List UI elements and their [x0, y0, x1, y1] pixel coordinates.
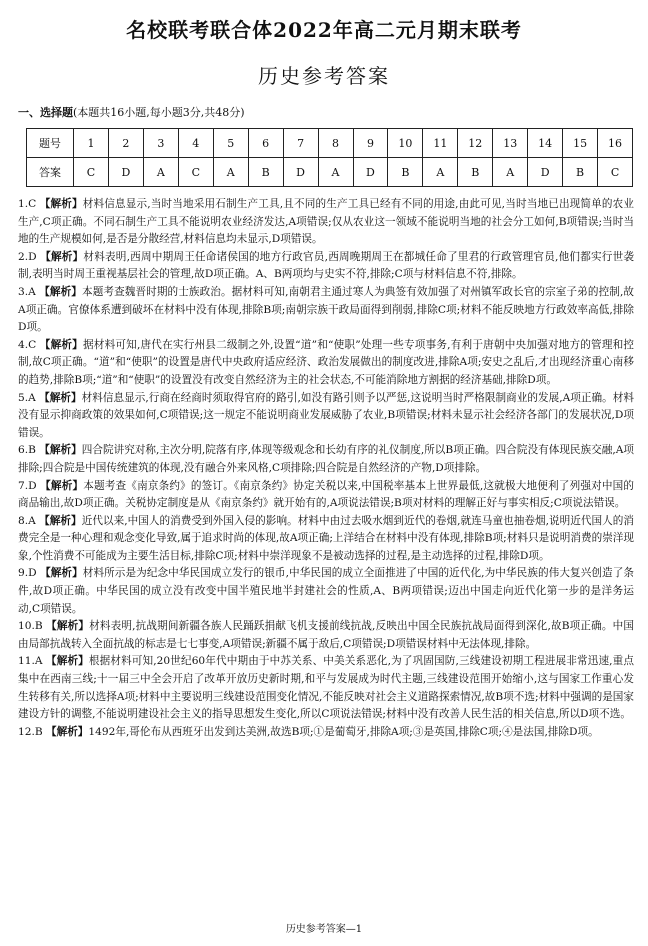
question-number: 14	[528, 129, 563, 158]
question-number: 6	[248, 129, 283, 158]
item-text: 据材料可知,唐代在实行州县二级制之外,设置“道”和“使职”处理一些专项事务,有利于唐朝中央加强对地方的管理和控制,故C项正确。“道”和“使职”的设置是唐代中央政府适应经济、政治发展做出的制度改进,排除A项;安史之乱后,才出现经济重心南移的趋势,排除B项;“道”和“使职”的设置没有改变自然经济为主的社会状态,不可能消除地方割据的经济基础,排除D项。	[18, 338, 635, 386]
answer-cell: A	[318, 158, 353, 187]
answer-cell: D	[528, 158, 563, 187]
explanation-item	[18, 565, 634, 618]
item-text: 材料表明,西周中期周王任命诸侯国的地方行政官员,西周晚期周王在都城任命了里君的行政管理官员,他们都实行世袭制,表明当时周王重视基层社会的管理,故D项正确。A、B两项均与史实不符,排除;C项与材料信息不符,排除。	[18, 250, 634, 281]
explanation-item	[18, 724, 634, 742]
item-number: 12.B	[18, 725, 43, 738]
item-number: 11.A	[18, 655, 43, 668]
answer-cell: C	[74, 158, 109, 187]
analysis-tag: 【解析】	[39, 514, 82, 527]
item-text: 四合院讲究对称,主次分明,院落有序,体现等级观念和长幼有序的礼仪制度,所以B项正确。四合院没有体现民族交融,A项排除;四合院是中国传统建筑的体现,没有融合外来风格,C项排除;四合院是自然经济的产物,D项排除。	[18, 444, 634, 474]
item-number: 10.B	[18, 620, 43, 633]
question-number: 10	[388, 129, 423, 158]
item-number: 2.D	[18, 250, 37, 263]
explanation-list	[18, 196, 634, 741]
document-subtitle: 历史参考答案	[258, 64, 390, 88]
explanation-item	[18, 442, 634, 477]
item-text: 1492年,哥伦布从西班牙出发到达美洲,故选B项;①是葡萄牙,排除A项;③是英国,排除C项;④是法国,排除D项。	[88, 725, 599, 738]
answer-cell: A	[493, 158, 528, 187]
answer-cell: B	[248, 158, 283, 187]
answer-cell: A	[143, 158, 178, 187]
analysis-tag: 【解析】	[40, 250, 84, 263]
explanation-item	[18, 618, 634, 653]
item-text: 本题考查《南京条约》的签订。《南京条约》协定关税以来,中国税率基本上世界最低,这就极大地便利了列强对中国的商品输出,故D项正确。关税协定制度是从《南京条约》就开始有的,A项说法错误;B项对材料的理解正好与事实相反;C项说法错误。	[18, 479, 634, 510]
analysis-tag: 【解析】	[39, 338, 83, 351]
analysis-tag: 【解析】	[40, 567, 83, 580]
answer-cell: D	[108, 158, 143, 187]
question-number: 8	[318, 129, 353, 158]
section-note: (本题共16小题,每小题3分,共48分)	[73, 106, 245, 119]
exam-title: 名校联考联合体2022年高二元月期末联考	[126, 18, 522, 42]
row-label-answer: 答案	[27, 158, 74, 187]
question-number: 2	[108, 129, 143, 158]
answer-table-answer-row	[27, 158, 633, 187]
answer-cell: B	[458, 158, 493, 187]
analysis-tag: 【解析】	[39, 391, 82, 404]
analysis-tag: 【解析】	[46, 655, 89, 668]
explanation-item	[18, 653, 634, 723]
analysis-tag: 【解析】	[39, 444, 82, 457]
analysis-tag: 【解析】	[46, 620, 90, 633]
explanation-item	[18, 478, 634, 513]
item-text: 材料所示是为纪念中华民国成立发行的银币,中华民国的成立全面推进了中国的近代化,为中华民族的伟大复兴创造了条件,故D项正确。中华民国的成立没有改变中国半殖民地半封建社会的性质,A、B两项错误;迈出中国走向近代化第一步的是洋务运动,C项错误。	[18, 567, 634, 615]
explanation-item	[18, 284, 634, 337]
answer-table	[26, 128, 633, 187]
item-number: 4.C	[18, 338, 37, 351]
explanation-item	[18, 196, 634, 249]
question-number: 16	[598, 129, 633, 158]
item-text: 材料表明,抗战期间新疆各族人民踊跃捐献飞机支援前线抗战,反映出中国全民族抗战局面得到深化,故B项正确。中国由局部抗战转入全面抗战的标志是七七事变,A项错误;新疆不属于敌后,C项错误;D项错误材料中无法体现,排除。	[18, 620, 635, 650]
item-text: 本题考查魏晋时期的士族政治。据材料可知,南朝君主通过寒人为典签有效加强了对州镇军政长官的宗室子弟的控制,故A项正确。官僚体系遭到破坏在材料中没有体现,排除B项;南朝宗族干政局面得到削弱,排除C项;材料不能反映地方行政效率高低,排除D项。	[18, 285, 635, 334]
item-text: 材料信息显示,行商在经商时须取得官府的路引,如没有路引则予以严惩,这说明当时严格限制商业的发展,A项正确。材料没有显示抑商政策的效果如何,C项错误;这一规定不能说明商业发展威胁了农业,B项错误;材料未显示社会经济各部门的发展状况,D项错误。	[18, 391, 635, 439]
question-number: 3	[143, 129, 178, 158]
analysis-tag: 【解析】	[39, 198, 83, 210]
analysis-tag: 【解析】	[40, 479, 84, 492]
answer-cell: A	[213, 158, 248, 187]
question-number: 12	[458, 129, 493, 158]
analysis-tag: 【解析】	[39, 285, 82, 298]
section-heading	[18, 104, 245, 120]
question-number: 5	[213, 129, 248, 158]
answer-cell: A	[423, 158, 458, 187]
item-number: 1.C	[18, 198, 37, 210]
row-label-number: 题号	[27, 129, 74, 158]
answer-cell: C	[178, 158, 213, 187]
answer-cell: D	[283, 158, 318, 187]
answer-cell: C	[598, 158, 633, 187]
explanation-item	[18, 513, 634, 566]
item-text: 近代以来,中国人的消费受到外国入侵的影响。材料中由过去吸水烟到近代的卷烟,就连马童也抽卷烟,说明近代国人的消费完全是一种心理和观念变化导致,属于追求时尚的体现,故A项正确;上洋结合在材料中没有体现,排除B项;材料只是说明消费的崇洋现象,个性消费不可能成为主要生活目标,排除C项;材料中崇洋现象不是被动选择的过程,是主动选择的过程,排除D项。	[18, 514, 634, 562]
explanation-item	[18, 249, 634, 284]
item-number: 6.B	[18, 444, 36, 457]
question-number: 1	[74, 129, 109, 158]
question-number: 9	[353, 129, 388, 158]
question-number: 7	[283, 129, 318, 158]
question-number: 4	[178, 129, 213, 158]
page-footer: 历史参考答案—1	[285, 924, 363, 935]
item-number: 5.A	[18, 391, 36, 404]
item-number: 8.A	[18, 514, 36, 527]
item-text: 根据材料可知,20世纪60年代中期由于中苏关系、中美关系恶化,为了巩固国防,三线建设初期工程进展非常迅速,重点集中在西南三线;十一届三中全会开启了改革开放历史新时期,和平与发展成为时代主题,三线建设范围开始缩小,这与国家工作重心发生转移有关,所以选择A项;材料中主要说明三线建设范围变化情况,不能反映对社会主义道路探索情况,故B项不选;材料中强调的是国家建设方针的调整,不能说明建设社会主义的指导思想发生变化,所以C项说法错误;材料中没有改善人民生活的相关信息,所以D项不选。	[18, 655, 634, 721]
item-number: 9.D	[18, 567, 37, 580]
question-number: 15	[563, 129, 598, 158]
analysis-tag: 【解析】	[46, 725, 89, 738]
answer-table-number-row	[27, 129, 633, 158]
answer-cell: B	[563, 158, 598, 187]
answer-cell: D	[353, 158, 388, 187]
explanation-item	[18, 337, 634, 390]
section-label: 一、选择题	[18, 106, 73, 119]
item-text: 材料信息显示,当时当地采用石制生产工具,且不同的生产工具已经有不同的用途,由此可见,当时当地已出现简单的农业生产,C项正确。不同石制生产工具不能说明农业经济发达,A项错误;仅从农业这一领域不能说明当地的社会分工如何,B项错误;当时当地的生产规模如何,是否是分散经营,材料信息均未显示,D项错误。	[18, 198, 635, 246]
explanation-item	[18, 390, 634, 443]
item-number: 3.A	[18, 285, 36, 298]
question-number: 13	[493, 129, 528, 158]
item-number: 7.D	[18, 479, 37, 492]
answer-cell: B	[388, 158, 423, 187]
question-number: 11	[423, 129, 458, 158]
